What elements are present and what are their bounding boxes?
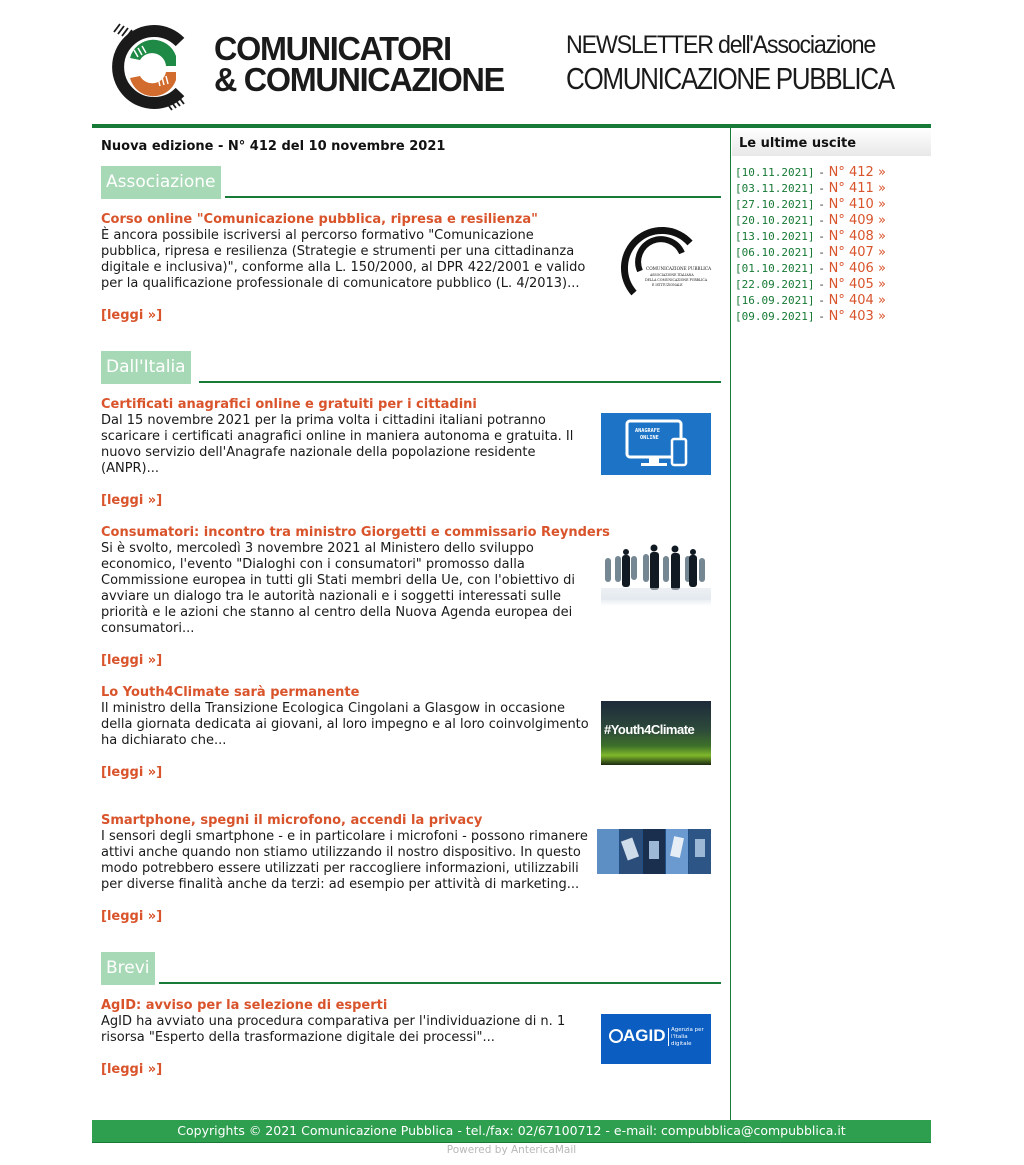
issue-item-403 [735,307,886,323]
svg-text:ASSOCIAZIONE ITALIANA: ASSOCIAZIONE ITALIANA [650,273,694,277]
issue-separator: - [819,294,824,307]
issue-separator: - [819,246,824,259]
newsletter-title-line-1: NEWSLETTER dell'Associazione [566,31,876,59]
issue-date: [06.10.2021] [735,246,815,259]
thumb-comunicazione-pubblica-logo[interactable] [612,223,712,303]
section-label: Brevi [101,952,155,985]
newsletter [92,0,931,1156]
comunicazione-pubblica-logo-icon [612,223,712,303]
section-header-associazione [101,166,721,199]
issue-link[interactable]: N° 409 » [828,213,886,228]
svg-text:COMUNICAZIONE PUBBLICA: COMUNICAZIONE PUBBLICA [646,266,712,271]
read-more-link[interactable]: [leggi »] [101,493,163,508]
footer [92,1120,931,1143]
issue-list [735,163,886,323]
thumb-anagrafe-online[interactable] [601,413,711,475]
article-title-link[interactable]: Certificati anagrafici online e gratuiti per i cittadini [101,397,477,412]
svg-text:E ISTITUZIONALE: E ISTITUZIONALE [652,283,683,287]
issue-link[interactable]: N° 411 » [828,181,886,196]
thumb-youth4climate[interactable] [601,701,711,765]
powered-by: Powered by AntericaMail [446,1144,577,1156]
article-summary: Si è svolto, mercoledì 3 novembre 2021 al Ministero dello sviluppo economico, l'evento "Dialoghi con i consumatori" promosso dalla Commissione europea in tutti gli Stati membri della Ue, con l'obiettivo di avviare un dialogo tra le autorità nazionali e i soggetti interessati sulle priorità e le azioni che stanno al centro della Nuova Agenda europea dei consumatori... [101,541,576,636]
article-summary: È ancora possibile iscriversi al percorso formativo "Comunicazione pubblica, ripresa e resilienza (Strategie e strumenti per una cittadinanza digitale e inclusiva)", conforme alla L. 150/2000, al DPR 422/2001 e valido per la qualificazione professionale di comunicatore pubblico (L. 4/2013)... [101,228,586,291]
article-summary: AgID ha avviato una procedura comparativa per l'individuazione di n. 1 risorsa "Esperto della trasformazione digitale dei processi"... [101,1014,566,1045]
newsletter-title-line-2: COMUNICAZIONE PUBBLICA [566,61,894,96]
logo-mark-icon [110,20,194,114]
agid-subtext: Agenzia per l'Italia digitale [671,1027,704,1047]
issue-item-410 [735,195,886,211]
article-title-link[interactable]: Smartphone, spegni il microfono, accendi la privacy [101,813,483,828]
issue-date: [27.10.2021] [735,198,815,211]
read-more-link[interactable]: [leggi »] [101,308,163,323]
section-header-brevi [101,952,721,985]
article-summary: Dal 15 novembre 2021 per la prima volta i cittadini italiani potranno scaricare i certificati anagrafici online in maniera autonoma e gratuita. Il nuovo servizio dell'Anagrafe nazionale della popolazione residente (ANPR)... [101,413,574,476]
agid-divider [668,1028,669,1046]
issue-link[interactable]: N° 404 » [828,293,886,308]
svg-text:ANAGRAFE: ANAGRAFE [635,428,660,434]
issue-item-408 [735,227,886,243]
sidebar [730,128,932,1120]
article-summary: I sensori degli smartphone - e in particolare i microfoni - possono rimanere attivi anche quando non stiamo utilizzando il nostro dispositivo. In questo modo potrebbero essere utilizzati per raccogliere informazioni, utilizzabili per diverse finalità anche da terzi: ad esempio per attività di marketing... [101,829,588,892]
section-divider [199,381,721,383]
issue-item-412 [735,163,886,179]
section-divider [225,196,721,198]
issue-date: [13.10.2021] [735,230,815,243]
issue-link[interactable]: N° 412 » [828,165,886,180]
issue-date: [10.11.2021] [735,166,815,179]
sidebar-title: Le ultime uscite [739,136,857,151]
smartphones-collage-icon [597,829,711,874]
issue-link[interactable]: N° 410 » [828,197,886,212]
issue-separator: - [819,182,824,195]
article-title-link[interactable]: Lo Youth4Climate sarà permanente [101,685,360,700]
newsletter-title [566,30,956,96]
thumb-smartphones-collage[interactable] [597,829,711,874]
article-summary: Il ministro della Transizione Ecologica Cingolani a Glasgow in occasione della giornata dedicata ai giovani, al loro impegno e al loro coinvolgimento ha dichiarato che... [101,701,589,748]
logo-line-2: & COMUNICAZIONE [214,61,504,98]
issue-date: [22.09.2021] [735,278,815,291]
section-label: Associazione [101,166,221,199]
sidebar-header [732,128,931,156]
computer-phone-icon [601,413,711,475]
section-label: Dall'Italia [101,351,191,384]
read-more-link[interactable]: [leggi »] [101,1062,163,1077]
issue-link[interactable]: N° 408 » [828,229,886,244]
header [92,0,931,124]
read-more-link[interactable]: [leggi »] [101,653,163,668]
issue-item-409 [735,211,886,227]
issue-link[interactable]: N° 407 » [828,245,886,260]
logo-line-1: COMUNICATORI [214,30,451,67]
issue-date: [16.09.2021] [735,294,815,307]
svg-text:DELLA COMUNICAZIONE PUBBLICA: DELLA COMUNICAZIONE PUBBLICA [645,278,708,282]
issue-link[interactable]: N° 406 » [828,261,886,276]
issue-separator: - [819,214,824,227]
article-title-link[interactable]: Corso online "Comunicazione pubblica, ripresa e resilienza" [101,212,538,227]
section-header-dall-italia [101,351,721,384]
section-divider [159,982,721,984]
agid-circle-icon [609,1029,623,1043]
issue-separator: - [819,198,824,211]
thumb-crowd-silhouettes[interactable] [601,540,711,606]
read-more-link[interactable]: [leggi »] [101,909,163,924]
issue-item-411 [735,179,886,195]
issue-item-406 [735,259,886,275]
issue-date: [09.09.2021] [735,310,815,323]
youth4climate-label: #Youth4Climate [604,722,695,737]
footer-copyright: Copyrights © 2021 Comunicazione Pubblica - tel./fax: 02/67100712 - e-mail: compubblica@compubblica.it [177,1123,846,1138]
issue-item-404 [735,291,886,307]
issue-link[interactable]: N° 405 » [828,277,886,292]
issue-item-405 [735,275,886,291]
issue-separator: - [819,262,824,275]
article-title-link[interactable]: Consumatori: incontro tra ministro Giorgetti e commissario Reynders [101,525,610,540]
issue-item-407 [735,243,886,259]
logo-wordmark [214,30,504,98]
article-title-link[interactable]: AgID: avviso per la selezione di esperti [101,998,388,1013]
read-more-link[interactable]: [leggi »] [101,765,163,780]
issue-separator: - [819,230,824,243]
issue-separator: - [819,310,824,323]
edition-title: Nuova edizione - N° 412 del 10 novembre 2021 [101,139,446,154]
thumb-agid-logo[interactable] [601,1014,711,1064]
issue-date: [20.10.2021] [735,214,815,227]
svg-text:ONLINE: ONLINE [640,435,659,441]
issue-link[interactable]: N° 403 » [828,309,886,324]
agid-label: AGID [623,1026,666,1045]
crowd-silhouettes-icon [601,540,711,606]
issue-date: [03.11.2021] [735,182,815,195]
issue-separator: - [819,166,824,179]
issue-separator: - [819,278,824,291]
issue-date: [01.10.2021] [735,262,815,275]
